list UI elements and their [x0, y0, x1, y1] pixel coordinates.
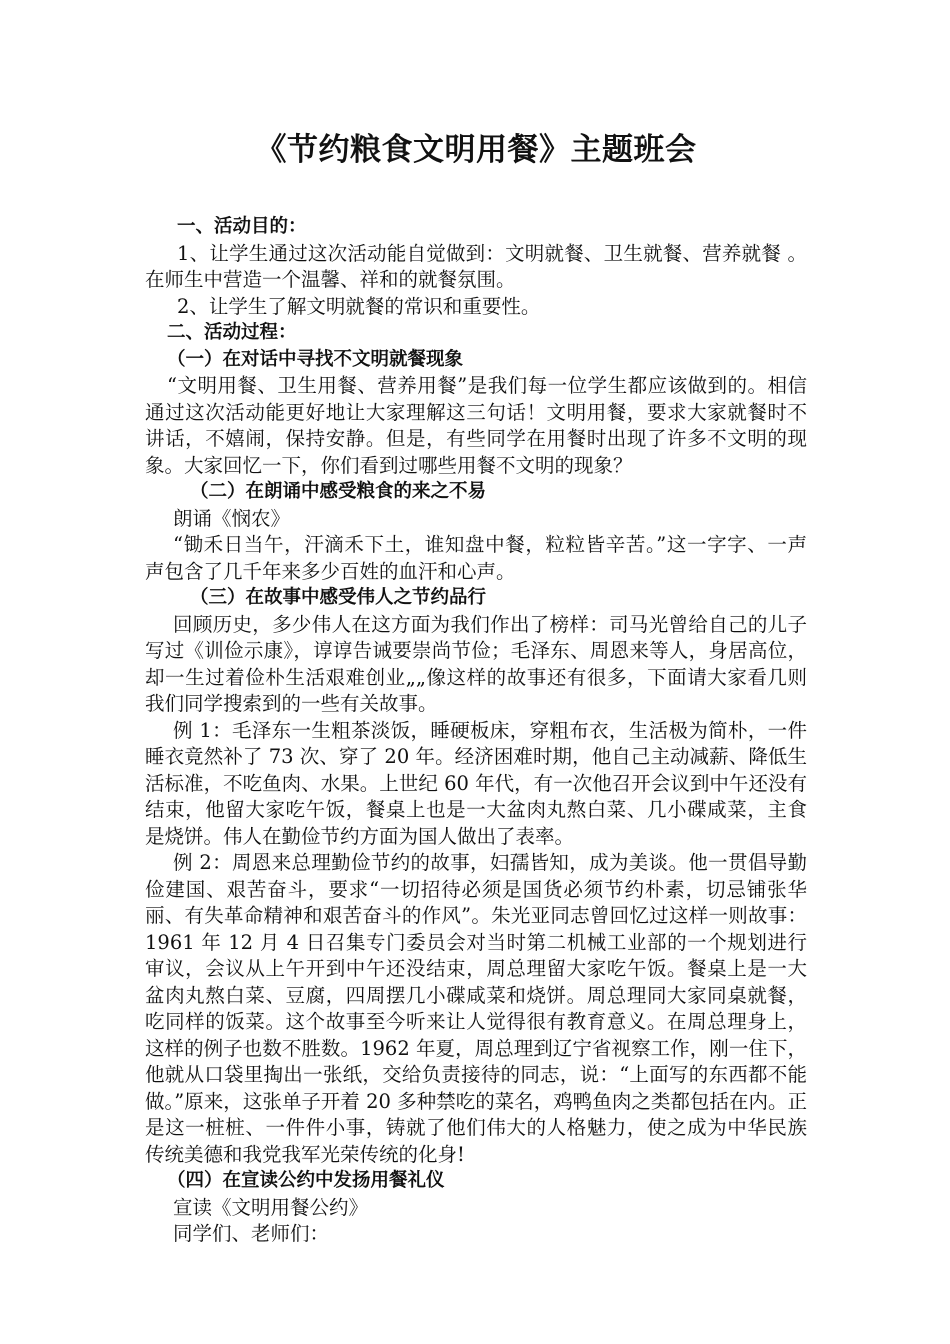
part2-poem-paragraph: “锄禾日当午，汗滴禾下土，谁知盘中餐，粒粒皆辛苦。”这一字字、一声声包含了几千年来多少百姓的血汗和心声。 — [145, 533, 807, 583]
part2-recite-line: 朗诵《悯农》 — [173, 506, 291, 530]
document-page — [145, 118, 807, 1248]
part4-heading: （四）在宣读公约中发扬用餐礼仪 — [167, 1170, 445, 1191]
part1-paragraph: “文明用餐、卫生用餐、营养用餐”是我们每一位学生都应该做到的。相信通过这次活动能更好地让大家理解这三句话！文明用餐，要求大家就餐时不讲话，不嬉闹，保持安静。但是，有些同学在用餐时出现了许多不文明的现象。大家回忆一下，你们看到过哪些用餐不文明的现象？ — [145, 374, 807, 477]
section-heading-process: 二、活动过程： — [167, 322, 297, 343]
part3-example-1: 例 1：毛泽东一生粗茶淡饭，睡硬板床，穿粗布衣，生活极为简朴，一件睡衣竟然补了 73 次、穿了 20 年。经济困难时期，他自己主动减薪、降低生活标准，不吃鱼肉、水果。上世纪 60 年代，有一次他召开会议到中午还没有结束，他留大家吃午饭，餐桌上也是一大盆肉丸熬白菜、几小碟咸菜，主食是烧饼。伟人在勤俭节约方面为国人做出了表率。 — [145, 718, 807, 848]
document-title: 《节约粮食文明用餐》主题班会 — [255, 132, 697, 168]
part2-heading: （二）在朗诵中感受粮食的来之不易 — [190, 481, 487, 502]
part3-example-2: 例 2：周恩来总理勤俭节约的故事，妇孺皆知，成为美谈。他一贯倡导勤俭建国、艰苦奋斗，要求“一切招待必须是国货必须节约朴素，切忌铺张华丽、有失革命精神和艰苦奋斗的作风”。朱光亚同志曾回忆过这样一则故事：1961 年 12 月 4 日召集专门委员会对当时第二机械工业部的一个规划进行审议，会议从上午开到中午还没结束，周总理留大家吃午饭。餐桌上是一大盆肉丸熬白菜、豆腐，四周摆几小碟咸菜和烧饼。周总理同大家同桌就餐，吃同样的饭菜。这个故事至今听来让人觉得很有教育意义。在周总理身上，这样的例子也数不胜数。1962 年夏，周总理到辽宁省视察工作，刚一住下，他就从口袋里掏出一张纸，交给负责接待的同志，说：“上面写的东西都不能做。”原来，这张单子开着 20 多种禁吃的菜名，鸡鸭鱼肉之类都包括在内。正是这一桩桩、一件件小事，铸就了他们伟大的人格魅力，使之成为中华民族传统美德和我党我军光荣传统的化身! — [145, 851, 807, 1166]
section-heading-purpose: 一、活动目的： — [177, 216, 307, 237]
purpose-item-1: 1、让学生通过这次活动能自觉做到：文明就餐、卫生就餐、营养就餐 。在师生中营造一个温馨、祥和的就餐氛围。 — [145, 241, 807, 291]
part4-convention-line: 宣读《文明用餐公约》 — [173, 1195, 369, 1219]
part3-intro-paragraph: 回顾历史，多少伟人在这方面为我们作出了榜样：司马光曾给自己的儿子写过《训俭示康》，谆谆告诫要崇尚节俭；毛泽东、周恩来等人，身居高位，却一生过着俭朴生活艰难创业„„像这样的故事还有很多，下面请大家看几则我们同学搜索到的一些有关故事。 — [145, 612, 807, 715]
part3-heading: （三）在故事中感受伟人之节约品行 — [190, 587, 487, 608]
purpose-item-2: 2、让学生了解文明就餐的常识和重要性。 — [177, 294, 541, 318]
part1-heading: （一）在对话中寻找不文明就餐现象 — [167, 348, 464, 370]
part4-salutation: 同学们、老师们： — [173, 1222, 330, 1245]
